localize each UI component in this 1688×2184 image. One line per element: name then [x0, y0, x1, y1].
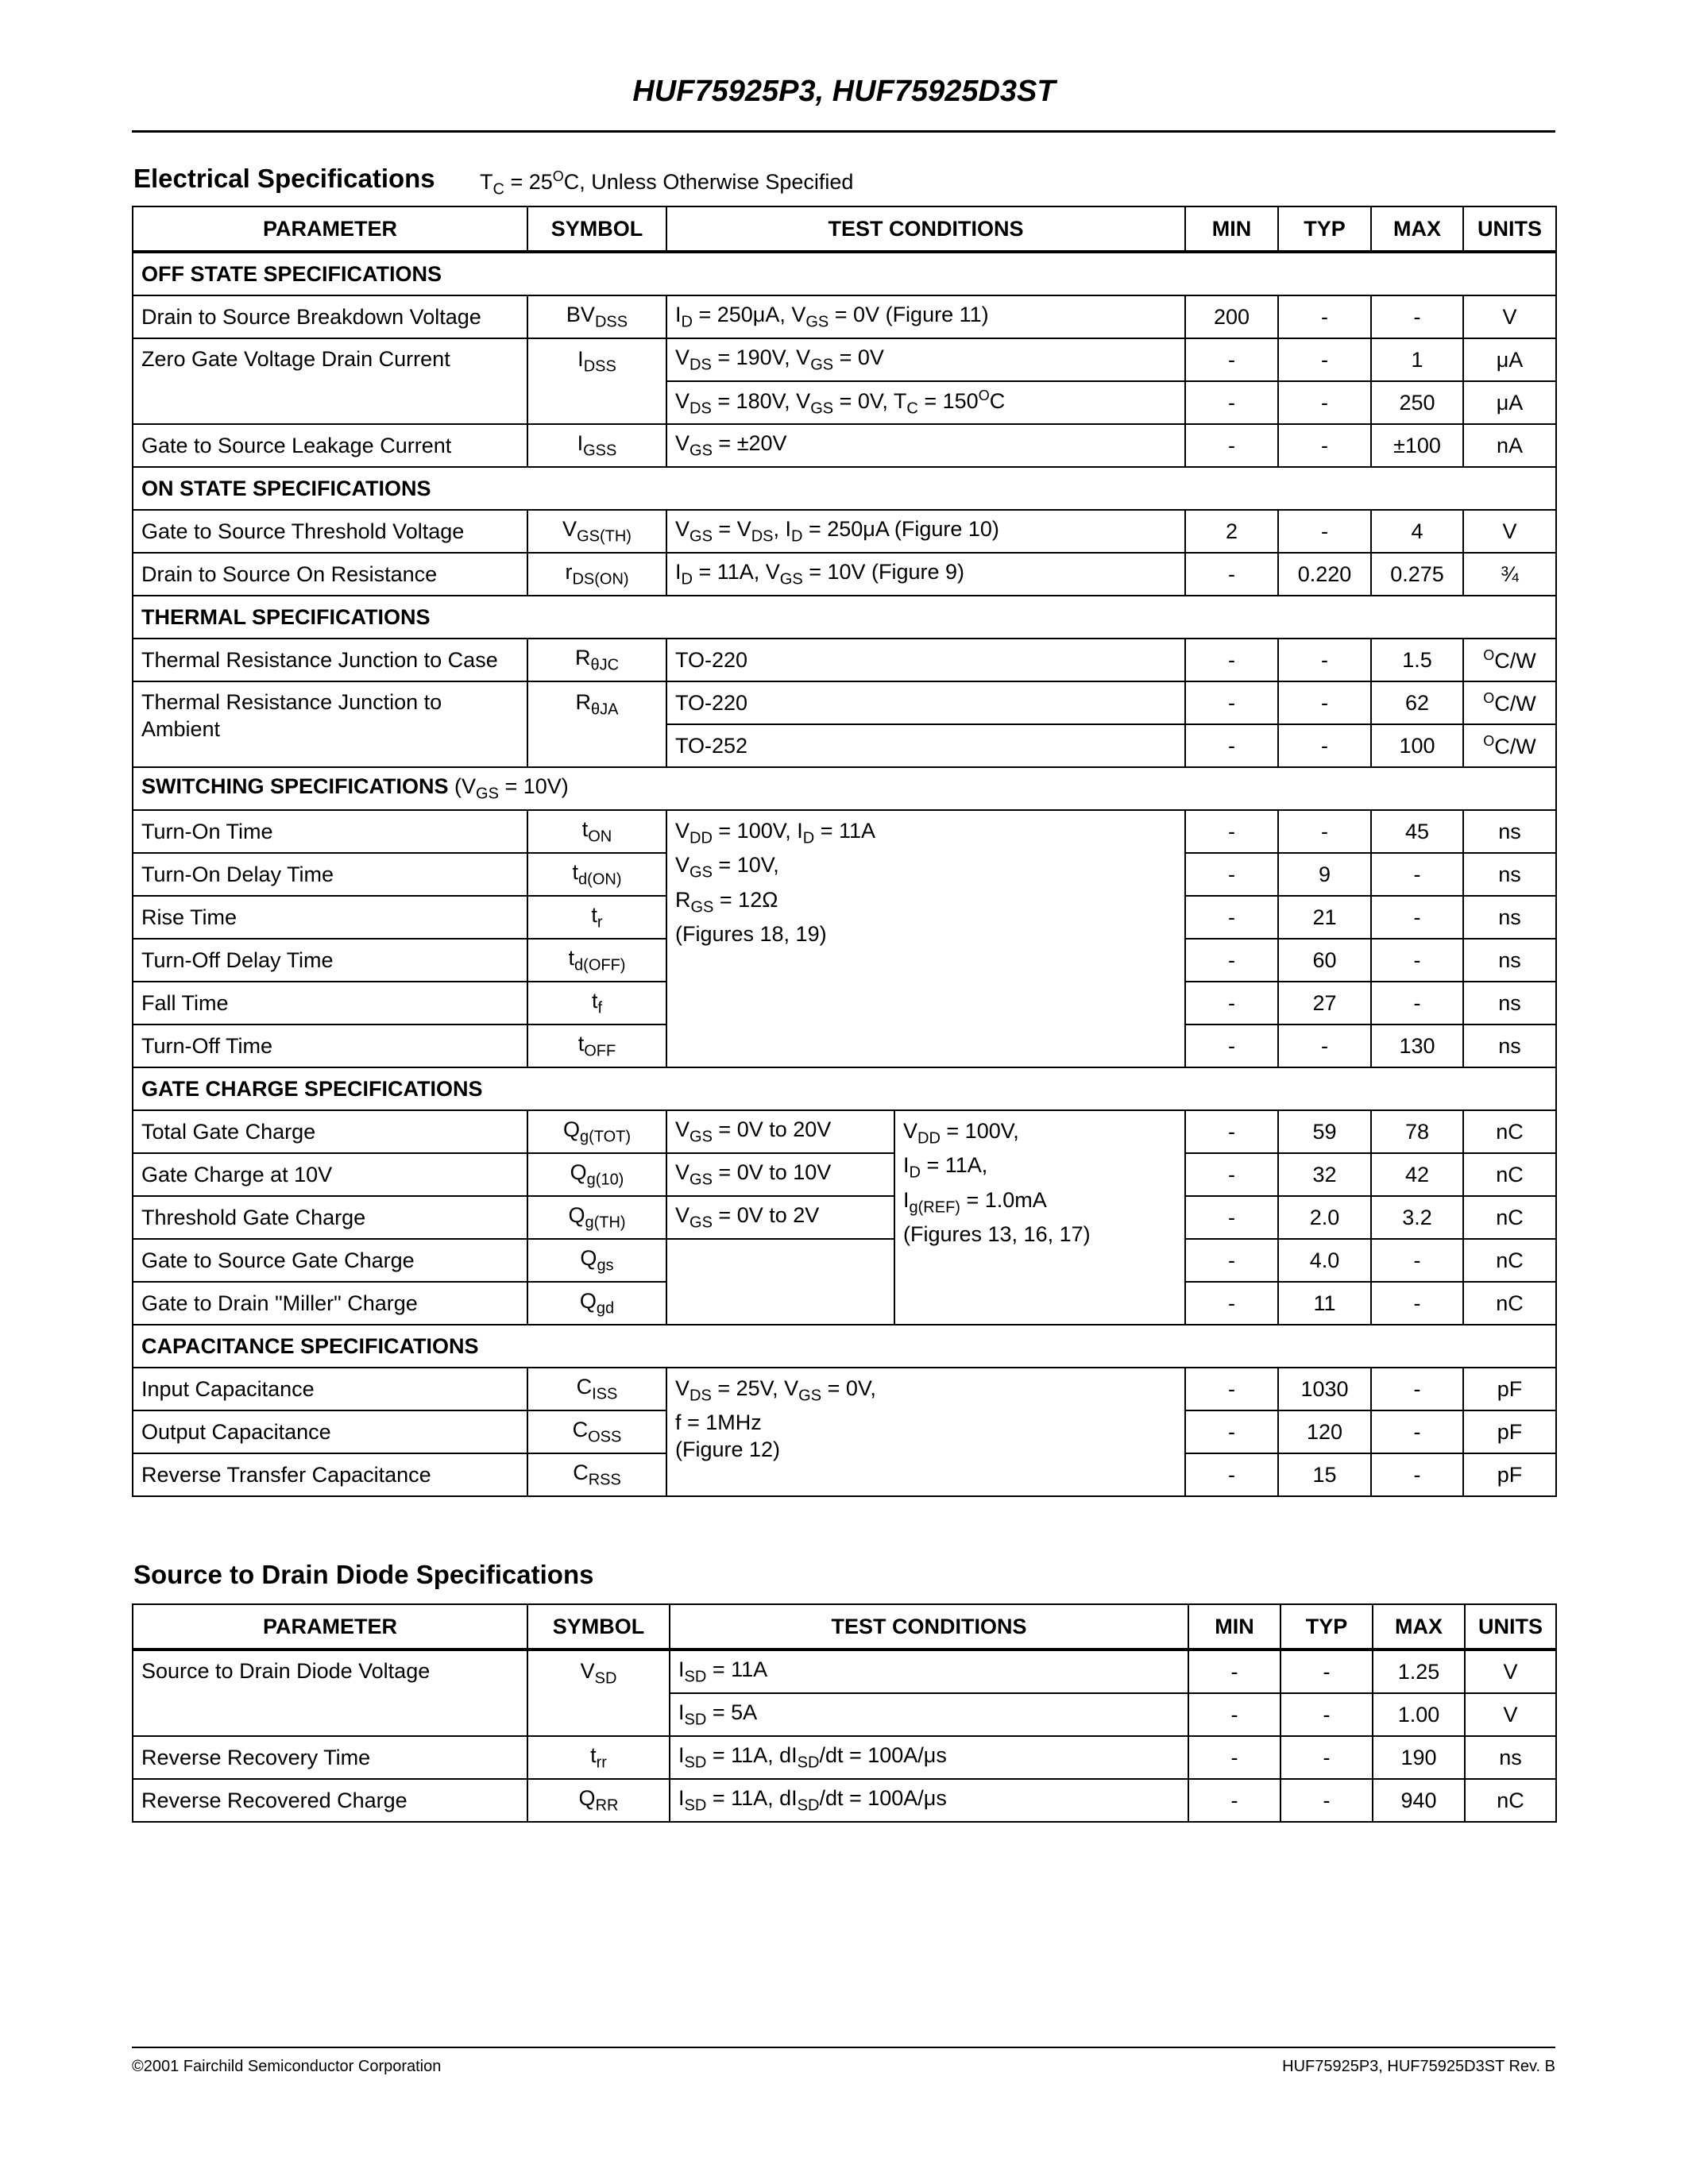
unit-cell: pF: [1463, 1453, 1556, 1496]
param-cell: Input Capacitance: [133, 1368, 527, 1410]
condition-cell: $V_{GS} = \pm 20V$: [666, 424, 1185, 467]
param-cell: Turn-On Time: [133, 810, 527, 853]
param-cell: Turn-Off Time: [133, 1024, 527, 1067]
condition-cell: $V_{GS} = 0V$ to 10V: [666, 1153, 894, 1196]
col-header-test-conditions: TEST CONDITIONS: [666, 206, 1185, 252]
typ-cell: -: [1278, 681, 1371, 724]
max-cell: 3.2: [1371, 1196, 1463, 1239]
table-row: [133, 1239, 1556, 1282]
min-cell: -: [1185, 338, 1278, 381]
section-row: [133, 1325, 1556, 1368]
param-cell: Drain to Source Breakdown Voltage: [133, 295, 527, 338]
condition-value: 0V to 2V: [736, 1202, 820, 1227]
min-cell: -: [1188, 1693, 1280, 1736]
symbol-cell: $BV_{DSS}$: [527, 295, 666, 338]
max-cell: 190: [1373, 1736, 1465, 1779]
min-cell: -: [1185, 1024, 1278, 1067]
table-row: [133, 1196, 1556, 1239]
unit-cell: ns: [1463, 896, 1556, 939]
max-cell: -: [1371, 1453, 1463, 1496]
typ-cell: -: [1278, 295, 1371, 338]
typ-cell: -: [1280, 1736, 1373, 1779]
param-cell: Threshold Gate Charge: [133, 1196, 527, 1239]
max-cell: 42: [1371, 1153, 1463, 1196]
min-cell: -: [1188, 1779, 1280, 1822]
section-gate-charge: GATE CHARGE SPECIFICATIONS: [133, 1067, 1556, 1110]
table-header-row: [133, 1604, 1556, 1650]
param-cell: Thermal Resistance Junction to Ambient: [133, 681, 527, 767]
unit-cell: μA: [1463, 381, 1556, 424]
col-header-typ: TYP: [1278, 206, 1371, 252]
typ-cell: -: [1280, 1779, 1373, 1822]
min-cell: -: [1185, 724, 1278, 767]
max-cell: -: [1371, 1368, 1463, 1410]
table-row: [133, 639, 1556, 681]
max-cell: 100: [1371, 724, 1463, 767]
typ-cell: 27: [1278, 982, 1371, 1024]
param-cell: Total Gate Charge: [133, 1110, 527, 1153]
min-cell: -: [1185, 1196, 1278, 1239]
section-row: [133, 767, 1556, 810]
typ-cell: -: [1278, 338, 1371, 381]
table-row: [133, 1153, 1556, 1196]
max-cell: 250: [1371, 381, 1463, 424]
condition-cell: $V_{GS} = 0V$ to 20V: [666, 1110, 894, 1153]
min-cell: -: [1185, 553, 1278, 596]
typ-cell: -: [1278, 510, 1371, 553]
table-row: [133, 295, 1556, 338]
col-header-min: MIN: [1188, 1604, 1280, 1650]
min-cell: -: [1185, 982, 1278, 1024]
typ-cell: 11: [1278, 1282, 1371, 1325]
unit-cell: nC: [1463, 1282, 1556, 1325]
param-cell: Gate to Drain "Miller" Charge: [133, 1282, 527, 1325]
unit-cell: nC: [1463, 1153, 1556, 1196]
condition-cell: $V_{DD} = 100V$, $I_D = 11A$ $V_{GS} = 10V$, $R_{GS} = 12\Omega$ (Figures 18, 19): [666, 810, 1185, 1067]
section-thermal: THERMAL SPECIFICATIONS: [133, 596, 1556, 639]
min-cell: -: [1185, 1110, 1278, 1153]
unit-cell: $^O$C/W: [1463, 724, 1556, 767]
symbol-cell: $t_{ON}$: [527, 810, 666, 853]
param-cell: Thermal Resistance Junction to Case: [133, 639, 527, 681]
typ-cell: -: [1278, 1024, 1371, 1067]
section-row: [133, 1067, 1556, 1110]
unit-cell: $^O$C/W: [1463, 681, 1556, 724]
typ-cell: -: [1278, 724, 1371, 767]
condition-cell: TO-220: [666, 639, 1185, 681]
condition-cell: [666, 1239, 894, 1325]
min-cell: 2: [1185, 510, 1278, 553]
condition-cell: $V_{DS} = 190V$, $V_{GS} = 0V$: [666, 338, 1185, 381]
typ-cell: -: [1278, 381, 1371, 424]
max-cell: 78: [1371, 1110, 1463, 1153]
section-switching-label: SWITCHING SPECIFICATIONS: [141, 774, 449, 798]
max-cell: -: [1371, 295, 1463, 338]
symbol-cell: $I_{DSS}$: [527, 338, 666, 424]
unit-cell: V: [1465, 1693, 1556, 1736]
col-header-typ: TYP: [1280, 1604, 1373, 1650]
min-cell: -: [1185, 1282, 1278, 1325]
min-cell: -: [1185, 1453, 1278, 1496]
min-cell: -: [1188, 1736, 1280, 1779]
unit-cell: pF: [1463, 1410, 1556, 1453]
table-row: [133, 424, 1556, 467]
typ-cell: 0.220: [1278, 553, 1371, 596]
symbol-cell: $C_{RSS}$: [527, 1453, 666, 1496]
electrical-section-title: Electrical Specifications: [133, 164, 435, 193]
max-cell: 1.00: [1373, 1693, 1465, 1736]
unit-cell: ns: [1465, 1736, 1556, 1779]
col-header-max: MAX: [1373, 1604, 1465, 1650]
typ-cell: 59: [1278, 1110, 1371, 1153]
max-cell: ±100: [1371, 424, 1463, 467]
col-header-symbol: SYMBOL: [527, 1604, 670, 1650]
unit-cell: ns: [1463, 853, 1556, 896]
condition-cell: $I_D = 11A$, $V_{GS} = 10V$ (Figure 9): [666, 553, 1185, 596]
col-header-units: UNITS: [1463, 206, 1556, 252]
table-row: [133, 553, 1556, 596]
unit-cell: ns: [1463, 810, 1556, 853]
param-cell: Turn-On Delay Time: [133, 853, 527, 896]
symbol-cell: $r_{DS(ON)}$: [527, 553, 666, 596]
col-header-max: MAX: [1371, 206, 1463, 252]
unit-cell: nC: [1463, 1196, 1556, 1239]
param-cell: Zero Gate Voltage Drain Current: [133, 338, 527, 424]
section-row: [133, 596, 1556, 639]
param-cell: Gate to Source Gate Charge: [133, 1239, 527, 1282]
min-cell: -: [1185, 1239, 1278, 1282]
param-cell: Output Capacitance: [133, 1410, 527, 1453]
unit-cell: ns: [1463, 939, 1556, 982]
max-cell: 1.25: [1373, 1650, 1465, 1693]
unit-cell: nA: [1463, 424, 1556, 467]
max-cell: 1.5: [1371, 639, 1463, 681]
param-cell: Gate to Source Threshold Voltage: [133, 510, 527, 553]
min-cell: -: [1185, 381, 1278, 424]
condition-value: 0V to 20V: [736, 1117, 832, 1141]
symbol-cell: $t_{OFF}$: [527, 1024, 666, 1067]
symbol-cell: $C_{OSS}$: [527, 1410, 666, 1453]
electrical-spec-table: [132, 206, 1557, 1497]
typ-cell: 4.0: [1278, 1239, 1371, 1282]
symbol-cell: $Q_{g(TH)}$: [527, 1196, 666, 1239]
footer-rule: [132, 2047, 1555, 2048]
diode-section-title: Source to Drain Diode Specifications: [133, 1560, 594, 1589]
min-cell: -: [1185, 681, 1278, 724]
param-cell: Reverse Recovery Time: [133, 1736, 527, 1779]
typ-cell: 32: [1278, 1153, 1371, 1196]
min-cell: -: [1185, 810, 1278, 853]
param-cell: Turn-Off Delay Time: [133, 939, 527, 982]
max-cell: 62: [1371, 681, 1463, 724]
condition-cell: $V_{DS} = 180V$, $V_{GS} = 0V$, $T_C = 150^OC$: [666, 381, 1185, 424]
param-cell: Drain to Source On Resistance: [133, 553, 527, 596]
symbol-cell: $t_f$: [527, 982, 666, 1024]
table-row: [133, 1110, 1556, 1153]
typ-cell: 21: [1278, 896, 1371, 939]
unit-cell: nC: [1465, 1779, 1556, 1822]
condition-cell: $I_{SD} = 11A$, $dI_{SD}/dt = 100A/\mu s$: [670, 1736, 1188, 1779]
section-row: [133, 467, 1556, 510]
typ-cell: 120: [1278, 1410, 1371, 1453]
col-header-test-conditions: TEST CONDITIONS: [670, 1604, 1188, 1650]
electrical-section-conditions: $T_C = 25^OC$, Unless Otherwise Specified: [480, 168, 854, 199]
typ-cell: -: [1280, 1693, 1373, 1736]
condition-cell: $V_{GS} = 0V$ to 2V: [666, 1196, 894, 1239]
section-row: [133, 252, 1556, 295]
max-cell: -: [1371, 896, 1463, 939]
condition-cell: $V_{GS} = V_{DS}$, $I_D = 250\mu A$ (Figure 10): [666, 510, 1185, 553]
symbol-cell: $V_{SD}$: [527, 1650, 670, 1736]
condition-cell: $I_{SD} = 11A$, $dI_{SD}/dt = 100A/\mu s$: [670, 1779, 1188, 1822]
min-cell: -: [1185, 1368, 1278, 1410]
table-header-row: [133, 206, 1556, 252]
condition-value: 0V to 10V: [736, 1160, 832, 1184]
table-row: [133, 1650, 1556, 1693]
table-row: [133, 810, 1556, 853]
typ-cell: 1030: [1278, 1368, 1371, 1410]
param-cell: Source to Drain Diode Voltage: [133, 1650, 527, 1736]
param-cell: Gate to Source Leakage Current: [133, 424, 527, 467]
symbol-cell: $R_{\theta JC}$: [527, 639, 666, 681]
param-cell: Rise Time: [133, 896, 527, 939]
min-cell: 200: [1185, 295, 1278, 338]
typ-cell: -: [1278, 639, 1371, 681]
col-header-min: MIN: [1185, 206, 1278, 252]
max-cell: -: [1371, 1239, 1463, 1282]
max-cell: 0.275: [1371, 553, 1463, 596]
table-row: [133, 1779, 1556, 1822]
max-cell: 940: [1373, 1779, 1465, 1822]
symbol-cell: $Q_{g(TOT)}$: [527, 1110, 666, 1153]
table-row: [133, 1368, 1556, 1410]
param-cell: Gate Charge at 10V: [133, 1153, 527, 1196]
typ-cell: -: [1278, 810, 1371, 853]
min-cell: -: [1185, 1153, 1278, 1196]
typ-cell: 9: [1278, 853, 1371, 896]
footer-part-revision: HUF75925P3, HUF75925D3ST Rev. B: [1282, 2058, 1555, 2075]
max-cell: -: [1371, 939, 1463, 982]
max-cell: -: [1371, 1282, 1463, 1325]
table-row: [133, 338, 1556, 381]
col-header-parameter: PARAMETER: [133, 1604, 527, 1650]
symbol-cell: $Q_{RR}$: [527, 1779, 670, 1822]
typ-cell: 15: [1278, 1453, 1371, 1496]
header-rule: [132, 130, 1555, 133]
symbol-cell: $I_{GSS}$: [527, 424, 666, 467]
condition-cell: $I_{SD} = 11A$: [670, 1650, 1188, 1693]
diode-spec-table: [132, 1603, 1557, 1823]
unit-cell: V: [1463, 510, 1556, 553]
symbol-cell: $Q_{g(10)}$: [527, 1153, 666, 1196]
unit-cell: $^O$C/W: [1463, 639, 1556, 681]
symbol-cell: $C_{ISS}$: [527, 1368, 666, 1410]
typ-cell: -: [1278, 424, 1371, 467]
condition-cell: TO-220: [666, 681, 1185, 724]
section-switching: SWITCHING SPECIFICATIONS $(V_{GS} = 10V)$: [133, 767, 1556, 810]
max-cell: -: [1371, 982, 1463, 1024]
unit-cell: ns: [1463, 1024, 1556, 1067]
param-cell: Reverse Recovered Charge: [133, 1779, 527, 1822]
condition-cell-shared: $V_{DD} = 100V$, $I_D = 11A$, $I_{g(REF)} = 1.0mA$ (Figures 13, 16, 17): [894, 1110, 1185, 1325]
symbol-cell: $Q_{gs}$: [527, 1239, 666, 1282]
condition-cell: $V_{DS} = 25V$, $V_{GS} = 0V$, f = 1MHz (Figure 12): [666, 1368, 1185, 1496]
unit-cell: nC: [1463, 1110, 1556, 1153]
min-cell: -: [1185, 639, 1278, 681]
min-cell: -: [1188, 1650, 1280, 1693]
col-header-units: UNITS: [1465, 1604, 1556, 1650]
min-cell: -: [1185, 896, 1278, 939]
condition-cell: TO-252: [666, 724, 1185, 767]
max-cell: -: [1371, 853, 1463, 896]
condition-cell: $I_{SD} = 5A$: [670, 1693, 1188, 1736]
unit-cell: V: [1463, 295, 1556, 338]
symbol-cell: $t_{d(ON)}$: [527, 853, 666, 896]
min-cell: -: [1185, 1410, 1278, 1453]
symbol-cell: $V_{GS(TH)}$: [527, 510, 666, 553]
col-header-parameter: PARAMETER: [133, 206, 527, 252]
unit-cell: ns: [1463, 982, 1556, 1024]
max-cell: 1: [1371, 338, 1463, 381]
min-cell: -: [1185, 939, 1278, 982]
max-cell: -: [1371, 1410, 1463, 1453]
unit-cell: nC: [1463, 1239, 1556, 1282]
symbol-cell: $R_{\theta JA}$: [527, 681, 666, 767]
table-row: [133, 681, 1556, 724]
table-row: [133, 510, 1556, 553]
max-cell: 45: [1371, 810, 1463, 853]
max-cell: 130: [1371, 1024, 1463, 1067]
max-cell: 4: [1371, 510, 1463, 553]
document-title: HUF75925P3, HUF75925D3ST: [632, 75, 1056, 108]
typ-cell: 60: [1278, 939, 1371, 982]
col-header-symbol: SYMBOL: [527, 206, 666, 252]
symbol-cell: $Q_{gd}$: [527, 1282, 666, 1325]
section-capacitance: CAPACITANCE SPECIFICATIONS: [133, 1325, 1556, 1368]
table-row: [133, 1736, 1556, 1779]
condition-cell: $I_D = 250\mu A$, $V_{GS} = 0V$ (Figure 11): [666, 295, 1185, 338]
param-cell: Fall Time: [133, 982, 527, 1024]
unit-cell: ¾: [1463, 553, 1556, 596]
param-cell: Reverse Transfer Capacitance: [133, 1453, 527, 1496]
symbol-cell: $t_{rr}$: [527, 1736, 670, 1779]
section-on-state: ON STATE SPECIFICATIONS: [133, 467, 1556, 510]
min-cell: -: [1185, 853, 1278, 896]
symbol-cell: $t_{d(OFF)}$: [527, 939, 666, 982]
footer-copyright: ©2001 Fairchild Semiconductor Corporation: [132, 2058, 442, 2075]
typ-cell: 2.0: [1278, 1196, 1371, 1239]
section-off-state: OFF STATE SPECIFICATIONS: [133, 252, 1556, 295]
typ-cell: -: [1280, 1650, 1373, 1693]
min-cell: -: [1185, 424, 1278, 467]
unit-cell: V: [1465, 1650, 1556, 1693]
symbol-cell: $t_r$: [527, 896, 666, 939]
unit-cell: μA: [1463, 338, 1556, 381]
unit-cell: pF: [1463, 1368, 1556, 1410]
